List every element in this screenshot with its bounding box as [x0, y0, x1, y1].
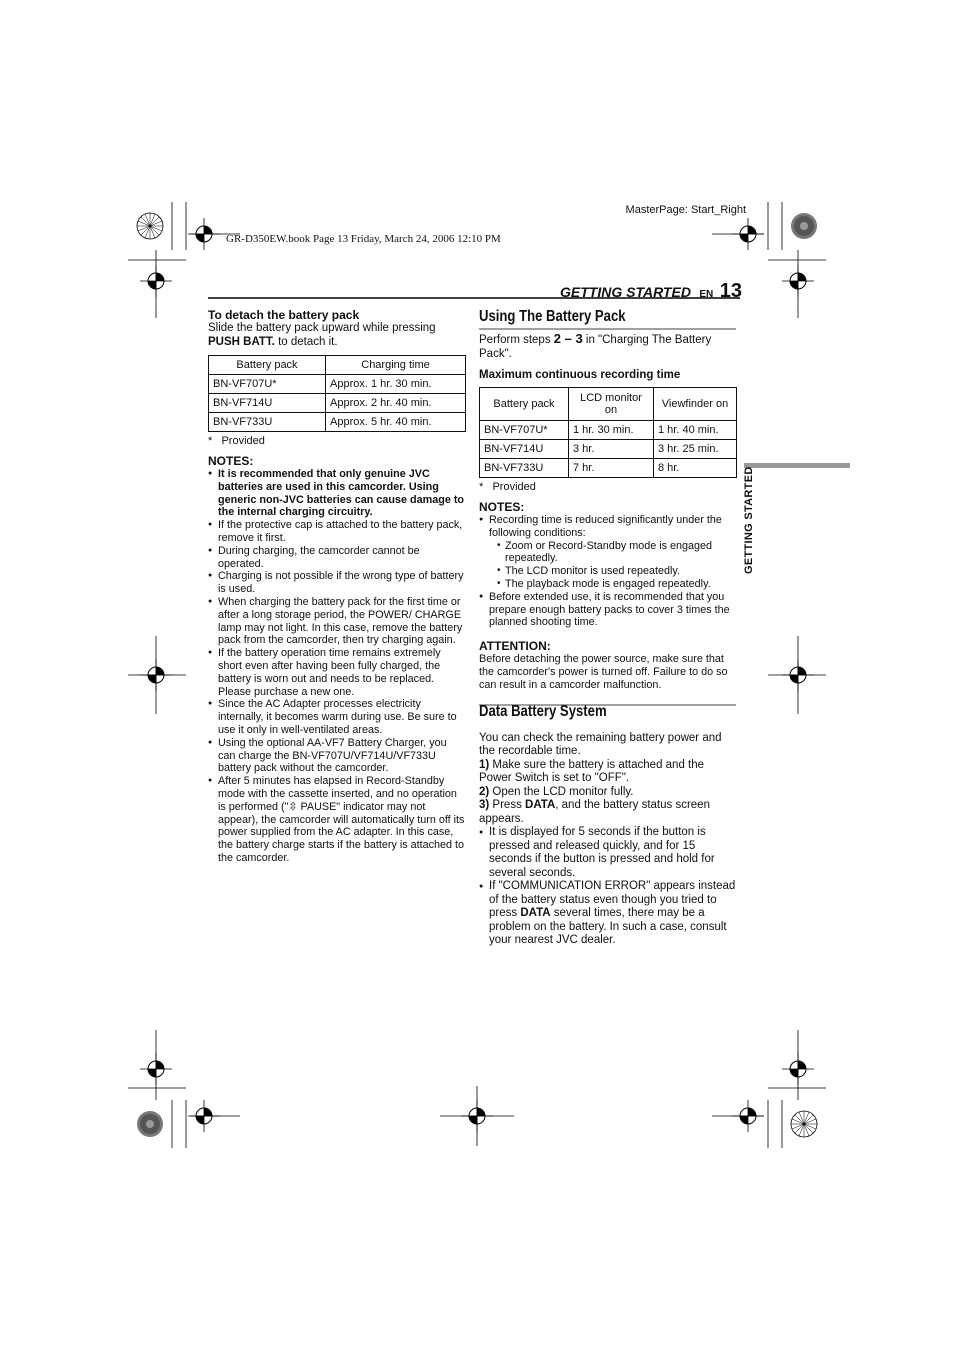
- bullet-text: several times, there may be a problem on the battery. In such a case, consult your nearest JVC dealer.: [489, 907, 727, 947]
- table-header: Battery pack: [480, 388, 569, 421]
- list-item: • The playback mode is engaged repeatedly.: [497, 578, 737, 591]
- list-item: ● Since the AC Adapter processes electricity internally, it becomes warm during use. Be sure to use it only in well-ventilated areas.: [208, 698, 466, 736]
- step-3: [479, 799, 737, 826]
- bullet-text: If "COMMUNICATION ERROR" appears instead of the battery status even though you tried to press: [489, 880, 736, 920]
- notes-title: NOTES:: [208, 454, 254, 468]
- table-cell: Approx. 5 hr. 40 min.: [326, 413, 466, 432]
- left-column: [208, 308, 466, 865]
- step-2: [479, 786, 737, 800]
- detach-rest: to detach it.: [274, 335, 338, 348]
- book-info: GR-D350EW.book Page 13 Friday, March 24, 2006 12:10 PM: [226, 233, 501, 245]
- perform-steps: 2 – 3: [553, 331, 583, 346]
- table-cell: BN-VF714U: [480, 440, 569, 459]
- list-item: ● Charging is not possible if the wrong type of battery is used.: [208, 570, 466, 596]
- step-text: Open the LCD monitor fully.: [489, 785, 634, 798]
- table-cell: Approx. 2 hr. 40 min.: [326, 394, 466, 413]
- table-cell: BN-VF733U: [480, 459, 569, 478]
- table-row: [209, 413, 466, 432]
- section-title: GETTING STARTED: [560, 284, 691, 300]
- table-header: Viewfinder on: [654, 388, 737, 421]
- side-tab-label: GETTING STARTED: [743, 466, 755, 574]
- list-item: ● After 5 minutes has elapsed in Record-Standby mode with the cassette inserted, and no operation is performed ("⇳ PAUSE" indicator may not appear), the camcorder will automatically turn off its power supplied from the AC adapter. In this case, the battery charge starts if the battery is attached to the camcorder.: [208, 775, 466, 865]
- lang-label: EN: [699, 289, 714, 300]
- table-cell: 7 hr.: [569, 459, 654, 478]
- table-row: [209, 394, 466, 413]
- table-cell: Approx. 1 hr. 30 min.: [326, 375, 466, 394]
- detach-line: Slide the battery pack upward while pressing: [208, 322, 436, 334]
- list-item: ● Before extended use, it is recommended that you prepare enough battery packs to cover 3 times the planned shooting time.: [479, 591, 737, 629]
- table-row: [480, 440, 737, 459]
- list-item: • Zoom or Record-Standby mode is engaged repeatedly.: [497, 540, 737, 566]
- detach-title: To detach the battery pack: [208, 308, 360, 322]
- list-item: ● It is recommended that only genuine JVC batteries are used in this camcorder. Using generic non-JVC batteries can cause damage to the internal charging circuitry.: [208, 468, 466, 519]
- footnote: * Provided: [479, 481, 536, 493]
- step-text: Make sure the battery is attached and the Power Switch is set to "OFF".: [479, 758, 705, 785]
- perform-post: in "Charging The Battery Pack".: [479, 334, 712, 360]
- max-recording-title: Maximum continuous recording time: [479, 369, 681, 381]
- table-cell: BN-VF707U*: [209, 375, 326, 394]
- data-intro: You can check the remaining battery power and the recordable time.: [479, 731, 722, 758]
- table-cell: BN-VF707U*: [480, 421, 569, 440]
- sub-list: [489, 540, 737, 591]
- attention-title: ATTENTION:: [479, 639, 551, 654]
- list-item: ● When charging the battery pack for the first time or after a long storage period, the POWER/ CHARGE lamp may not light. In this case, remove the battery pack from the camcorder, then try charging again.: [208, 596, 466, 647]
- table-cell: 8 hr.: [654, 459, 737, 478]
- table-cell: 1 hr. 40 min.: [654, 421, 737, 440]
- data-button-label: DATA: [520, 907, 551, 920]
- notes-list: [208, 468, 466, 865]
- step-number: 2): [479, 785, 490, 798]
- table-header: LCD monitor on: [569, 388, 654, 421]
- table-cell: 1 hr. 30 min.: [569, 421, 654, 440]
- step-text: Press: [489, 799, 526, 812]
- list-item: ● During charging, the camcorder cannot be operated.: [208, 545, 466, 571]
- perform-pre: Perform steps: [479, 334, 554, 346]
- table-row: [209, 375, 466, 394]
- notes-title: NOTES:: [479, 500, 525, 514]
- right-column: [479, 307, 737, 948]
- list-item: • The LCD monitor is used repeatedly.: [497, 565, 737, 578]
- table-header-row: [480, 388, 737, 421]
- data-battery-body: [479, 732, 737, 827]
- list-item: ● If the battery operation time remains extremely short even after having been fully charged, the battery is worn out and needs to be replaced. Please purchase a new one.: [208, 647, 466, 698]
- list-item: ● It is displayed for 5 seconds if the button is pressed and released quickly, and for 15 seconds if the button is pressed and hold for several seconds.: [479, 826, 737, 880]
- list-item: [479, 880, 737, 948]
- perform-steps-text: [479, 332, 737, 361]
- data-bullets: [479, 826, 737, 948]
- table-cell: 3 hr. 25 min.: [654, 440, 737, 459]
- table-row: [480, 421, 737, 440]
- table-cell: 3 hr.: [569, 440, 654, 459]
- data-battery-title: Data Battery System: [479, 702, 607, 720]
- recording-time-table: [479, 387, 737, 478]
- step-number: 3): [479, 799, 490, 812]
- table-header: Charging time: [326, 356, 466, 375]
- using-battery-title: Using The Battery Pack: [479, 308, 626, 325]
- table-cell: BN-VF733U: [209, 413, 326, 432]
- push-batt-label: PUSH BATT.: [208, 335, 275, 348]
- note-text: Recording time is reduced significantly under the following conditions:: [489, 514, 722, 539]
- step-number: 1): [479, 758, 490, 771]
- data-button-label: DATA: [525, 799, 556, 812]
- list-item: ● Using the optional AA-VF7 Battery Charger, you can charge the BN-VF707U/VF714U/VF733U battery pack without the camcorder.: [208, 737, 466, 775]
- list-item: ● If the protective cap is attached to the battery pack, remove it first.: [208, 519, 466, 545]
- table-header: Battery pack: [209, 356, 326, 375]
- step-1: [479, 759, 737, 786]
- table-row: [480, 459, 737, 478]
- masterpage-label: MasterPage: Start_Right: [625, 204, 746, 216]
- step-text: , and the battery status screen appears.: [479, 799, 710, 825]
- list-item: [479, 514, 737, 591]
- notes-list: [479, 514, 737, 629]
- detach-text: [208, 322, 466, 349]
- page-number: 13: [719, 280, 742, 302]
- attention-text: Before detaching the power source, make sure that the camcorder's power is turned off. Failure to do so can result in a camcorder malfunction.: [479, 653, 728, 691]
- table-cell: BN-VF714U: [209, 394, 326, 413]
- charging-time-table: [208, 355, 466, 432]
- footnote: * Provided: [208, 435, 265, 447]
- table-header-row: [209, 356, 466, 375]
- page-header: [560, 280, 740, 303]
